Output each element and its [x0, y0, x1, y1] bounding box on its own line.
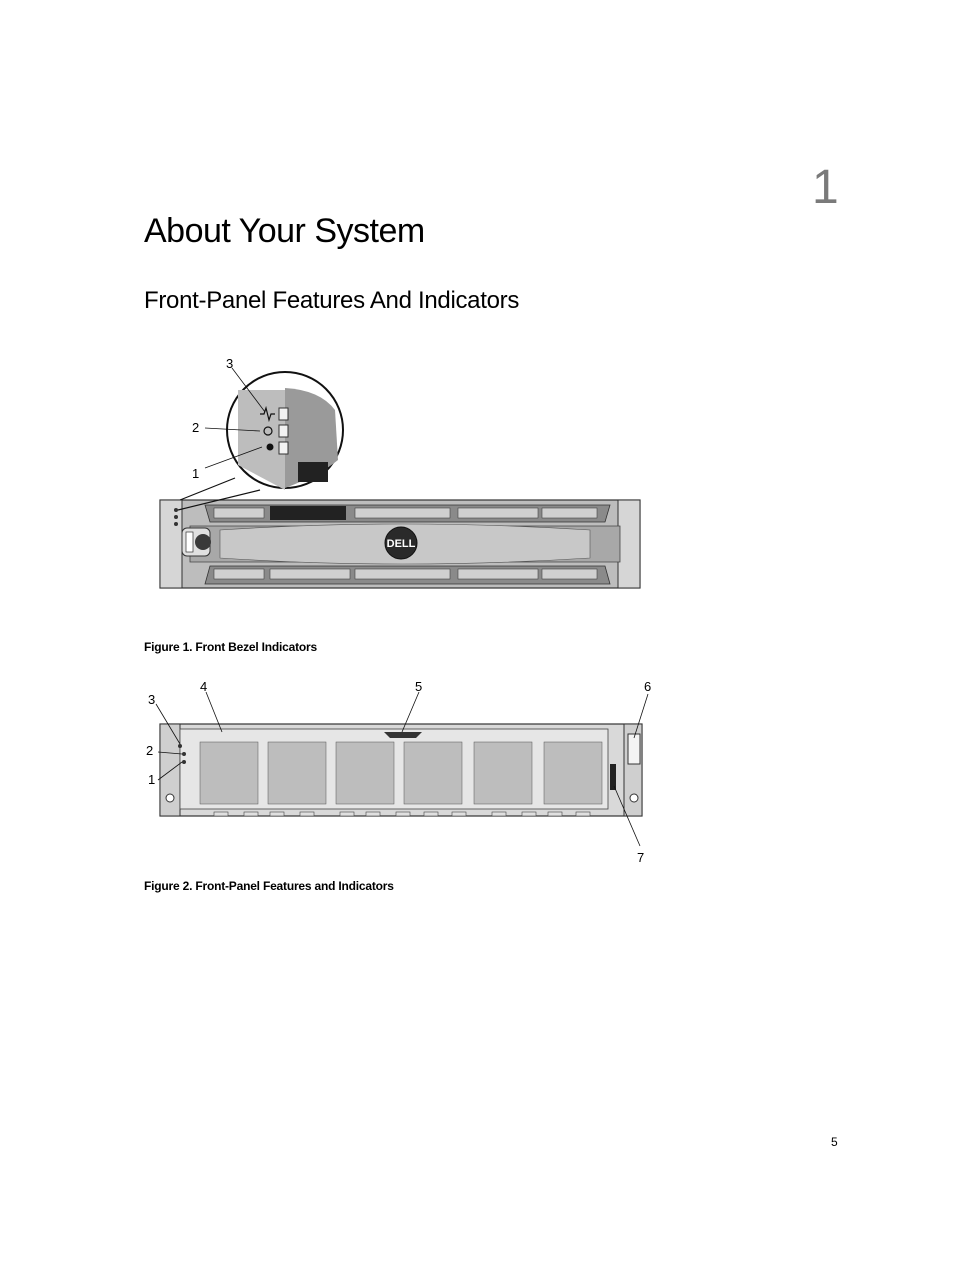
figure-1-caption: Figure 1. Front Bezel Indicators	[144, 640, 317, 654]
section-title: Front-Panel Features And Indicators	[144, 287, 520, 314]
page-title: About Your System	[144, 212, 425, 250]
page-number: 5	[831, 1135, 838, 1149]
callout-6: 6	[644, 679, 652, 694]
figure-front-panel	[140, 674, 660, 869]
lock-icon	[195, 534, 211, 550]
callout-1: 1	[192, 466, 200, 481]
callout-5: 5	[415, 679, 423, 694]
callout-3: 3	[226, 356, 234, 371]
callout-3: 3	[148, 692, 156, 707]
center-handle	[384, 732, 422, 738]
callout-4: 4	[200, 679, 208, 694]
callout-1: 1	[148, 772, 156, 787]
dell-logo-text: DELL	[386, 538, 416, 550]
callout-2: 2	[146, 743, 154, 758]
callout-7: 7	[637, 850, 645, 865]
figure-2-caption: Figure 2. Front-Panel Features and Indicators	[144, 879, 394, 893]
callout-2: 2	[192, 420, 200, 435]
figure-front-bezel	[150, 350, 650, 595]
identity-icon	[267, 444, 274, 451]
chapter-number: 1	[812, 161, 839, 214]
